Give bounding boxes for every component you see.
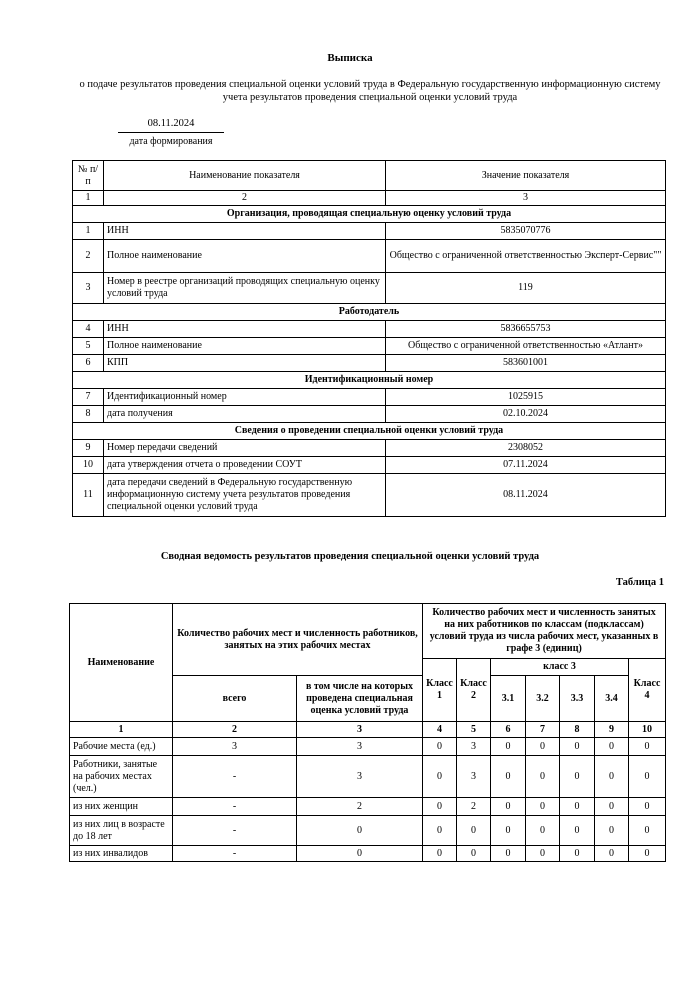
row-value: 0	[629, 738, 666, 756]
table-row	[73, 240, 666, 273]
row-value: 0	[526, 756, 560, 798]
row-number: 8	[73, 406, 104, 423]
row-value: 0	[526, 816, 560, 846]
row-value: 0	[560, 756, 595, 798]
table-row	[70, 756, 666, 798]
row-value: 0	[491, 798, 526, 816]
header-class1: Класс 1	[423, 659, 457, 722]
table-row	[73, 355, 666, 372]
table-row	[73, 474, 666, 517]
header-class33: 3.3	[560, 676, 595, 722]
row-value: -	[173, 798, 297, 816]
row-value: 3	[457, 738, 491, 756]
row-value: 0	[423, 756, 457, 798]
row-value: 0	[526, 798, 560, 816]
row-number: 4	[73, 321, 104, 338]
row-value: 2	[297, 798, 423, 816]
section-ident: Идентификационный номер	[73, 372, 666, 389]
row-value: 0	[491, 756, 526, 798]
row-label: из них лиц в возрасте до 18 лет	[70, 816, 173, 846]
column-number: 2	[104, 191, 386, 206]
row-number: 7	[73, 389, 104, 406]
row-value: 0	[560, 798, 595, 816]
section-org: Организация, проводящая специальную оценку условий труда	[73, 206, 666, 223]
row-value: 0	[457, 846, 491, 862]
document-title: Выписка	[327, 52, 373, 64]
table-row	[73, 389, 666, 406]
header-class4: Класс 4	[629, 659, 666, 722]
row-value: 0	[595, 756, 629, 798]
row-value: Общество с ограниченной ответственностью «Атлант»	[386, 338, 666, 355]
table-row	[73, 273, 666, 304]
header-total: всего	[173, 676, 297, 722]
row-value: 0	[423, 738, 457, 756]
row-value: 3	[297, 738, 423, 756]
row-value: 0	[629, 846, 666, 862]
table-row	[70, 738, 666, 756]
row-value: 0	[560, 816, 595, 846]
header-name: Наименование	[70, 604, 173, 722]
section-employer: Работодатель	[73, 304, 666, 321]
row-value: 119	[386, 273, 666, 304]
table-row	[73, 321, 666, 338]
row-value: 0	[629, 798, 666, 816]
row-value: 0	[423, 816, 457, 846]
row-label: из них инвалидов	[70, 846, 173, 862]
header-class3: класс 3	[491, 659, 629, 676]
row-number: 1	[73, 223, 104, 240]
row-value: 0	[560, 738, 595, 756]
row-value: -	[173, 846, 297, 862]
header-assessed: в том числе на которых проведена специальная оценка условий труда	[297, 676, 423, 722]
row-value: 0	[560, 846, 595, 862]
row-value: 0	[595, 846, 629, 862]
row-label: Номер в реестре организаций проводящих специальную оценку условий труда	[104, 273, 386, 304]
row-label: дата утверждения отчета о проведении СОУТ	[104, 457, 386, 474]
table-row	[70, 816, 666, 846]
row-number: 9	[73, 440, 104, 457]
row-label: Работники, занятые на рабочих местах (чел.)	[70, 756, 173, 798]
row-value: 5835070776	[386, 223, 666, 240]
row-label: КПП	[104, 355, 386, 372]
row-value: 0	[595, 738, 629, 756]
header-value: Значение показателя	[386, 161, 666, 191]
formation-date	[118, 118, 224, 147]
row-value: 07.11.2024	[386, 457, 666, 474]
table-row	[73, 440, 666, 457]
table-row	[73, 338, 666, 355]
row-value: -	[173, 816, 297, 846]
row-value: 583601001	[386, 355, 666, 372]
row-number: 6	[73, 355, 104, 372]
row-value: 2	[457, 798, 491, 816]
row-value: 0	[526, 738, 560, 756]
formation-date-value: 08.11.2024	[118, 118, 224, 133]
header-count: Количество рабочих мест и численность работников, занятых на этих рабочих местах	[173, 604, 423, 676]
row-value: 3	[457, 756, 491, 798]
column-number: 4	[423, 722, 457, 738]
column-number: 10	[629, 722, 666, 738]
row-value: 0	[423, 798, 457, 816]
column-number: 6	[491, 722, 526, 738]
row-label: Идентификационный номер	[104, 389, 386, 406]
row-label: Полное наименование	[104, 240, 386, 273]
row-number: 11	[73, 474, 104, 517]
row-label: ИНН	[104, 321, 386, 338]
header-name: Наименование показателя	[104, 161, 386, 191]
table-row	[70, 846, 666, 862]
column-number: 1	[70, 722, 173, 738]
row-value: 2308052	[386, 440, 666, 457]
table-label: Таблица 1	[615, 577, 664, 588]
row-value: 0	[629, 816, 666, 846]
row-number: 10	[73, 457, 104, 474]
row-number: 5	[73, 338, 104, 355]
row-number: 2	[73, 240, 104, 273]
row-value: 08.11.2024	[386, 474, 666, 517]
row-label: ИНН	[104, 223, 386, 240]
row-value: 0	[595, 816, 629, 846]
header-num: № п/п	[73, 161, 104, 191]
summary-title: Сводная ведомость результатов проведения специальной оценки условий труда	[160, 551, 540, 562]
statement-table	[72, 160, 666, 517]
row-value: 1025915	[386, 389, 666, 406]
column-number: 8	[560, 722, 595, 738]
row-value: 0	[526, 846, 560, 862]
document-subtitle: о подаче результатов проведения специальной оценки условий труда в Федеральную государственную информационную систему учета результатов проведения специальной оценки условий труда	[79, 79, 661, 103]
section-info: Сведения о проведении специальной оценки условий труда	[73, 423, 666, 440]
header-classes: Количество рабочих мест и численность занятых на них работников по классам (подклассам) условий труда из числа рабочих мест, указанных в графе 3 (единиц)	[423, 604, 666, 659]
header-class31: 3.1	[491, 676, 526, 722]
row-label: дата получения	[104, 406, 386, 423]
row-label: Рабочие места (ед.)	[70, 738, 173, 756]
row-label: Номер передачи сведений	[104, 440, 386, 457]
table-row	[70, 798, 666, 816]
row-value: 3	[173, 738, 297, 756]
header-class32: 3.2	[526, 676, 560, 722]
row-value: 02.10.2024	[386, 406, 666, 423]
row-value: 0	[297, 846, 423, 862]
column-number: 2	[173, 722, 297, 738]
row-label: Полное наименование	[104, 338, 386, 355]
table-row	[73, 406, 666, 423]
row-value: -	[173, 756, 297, 798]
row-value: 0	[491, 738, 526, 756]
column-number: 3	[386, 191, 666, 206]
row-value: 0	[595, 798, 629, 816]
row-value: 0	[423, 846, 457, 862]
column-number: 3	[297, 722, 423, 738]
row-value: 0	[491, 816, 526, 846]
column-number: 1	[73, 191, 104, 206]
header-class34: 3.4	[595, 676, 629, 722]
row-value: 0	[491, 846, 526, 862]
row-label: дата передачи сведений в Федеральную государственную информационную систему учета результатов проведения специальной оценки условий труда	[104, 474, 386, 517]
column-number: 7	[526, 722, 560, 738]
row-value: 3	[297, 756, 423, 798]
row-value: Общество с ограниченной ответственностью Эксперт-Сервис""	[386, 240, 666, 273]
row-value: 0	[629, 756, 666, 798]
summary-table	[69, 603, 666, 862]
formation-date-caption: дата формирования	[129, 136, 213, 147]
row-number: 3	[73, 273, 104, 304]
table-row	[73, 223, 666, 240]
row-value: 0	[297, 816, 423, 846]
header-class2: Класс 2	[457, 659, 491, 722]
row-value: 0	[457, 816, 491, 846]
row-label: из них женщин	[70, 798, 173, 816]
column-number: 5	[457, 722, 491, 738]
table-row	[73, 457, 666, 474]
row-value: 5836655753	[386, 321, 666, 338]
column-number: 9	[595, 722, 629, 738]
